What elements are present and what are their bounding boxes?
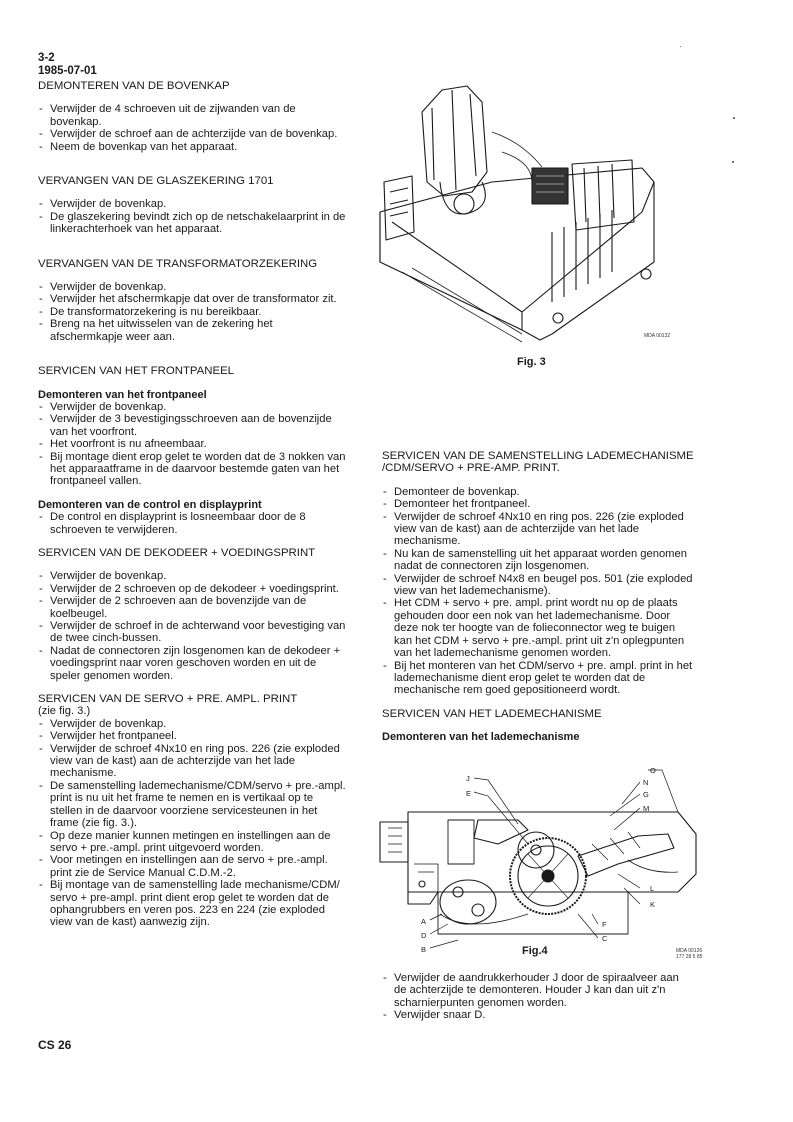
list-item: - Voor metingen en instellingen aan de servo + pre.-ampl. print zie de Service Manual C.D.M.-2. <box>38 854 348 879</box>
step-list <box>382 486 694 697</box>
list-item: - Verwijder de aandrukkerhouder J door de spiraalveer aan de achterzijde te demonteren. Houder J kan dan uit z'n scharnierpunten genomen worden. <box>382 972 694 1009</box>
list-item: - Neem de bovenkap van het apparaat. <box>38 141 348 153</box>
list-item: - Verwijder de bovenkap. <box>38 198 348 210</box>
list-item: - Breng na het uitwisselen van de zekering het afschermkapje weer aan. <box>38 318 348 343</box>
callout-label: N <box>643 778 649 787</box>
step-list <box>38 103 348 153</box>
callout-label: M <box>643 804 650 813</box>
section-heading: DEMONTEREN VAN DE BOVENKAP <box>38 80 230 92</box>
list-item: - Verwijder de schroef aan de achterzijde van de bovenkap. <box>38 128 348 140</box>
callout-label: C <box>602 934 608 943</box>
list-item: - Verwijder het frontpaneel. <box>38 730 348 742</box>
list-item: - Verwijder de bovenkap. <box>38 281 348 293</box>
list-item: - Op deze manier kunnen metingen en instellingen aan de servo + pre.-ampl. print uitgevoerd worden. <box>38 830 348 855</box>
section-heading: SERVICEN VAN DE SAMENSTELLING LADEMECHANISME /CDM/SERVO + PRE-AMP. PRINT. <box>382 450 694 475</box>
section-heading: SERVICEN VAN DE DEKODEER + VOEDINGSPRINT <box>38 546 316 559</box>
section-heading: VERVANGEN VAN DE GLASZEKERING 1701 <box>38 175 274 188</box>
callout-label: A <box>421 917 427 926</box>
figure-4-caption: Fig.4 <box>522 945 548 957</box>
list-item: - Verwijder de schroef 4Nx10 en ring pos. 226 (zie exploded view van de kast) aan de achterzijde van het lade mechanisme. <box>382 511 694 548</box>
step-list <box>38 718 348 929</box>
document-date: 1985-07-01 <box>38 65 97 77</box>
callout-label: B <box>421 945 427 954</box>
scan-speck <box>733 117 735 119</box>
list-item: - Verwijder de schroef in de achterwand voor bevestiging van de twee cinch-bussen. <box>38 620 348 645</box>
list-item: - Demonteer het frontpaneel. <box>382 498 694 510</box>
subsection-heading: Demonteren van het lademechanisme <box>382 731 580 744</box>
figure-4-instructions <box>382 972 694 1022</box>
callout-label: J <box>466 774 470 783</box>
list-item: - De control en displayprint is losneembaar door de 8 schroeven te verwijderen. <box>38 511 348 536</box>
list-item: - De samenstelling lademechanisme/CDM/servo + pre.-ampl. print is nu uit het frame te nemen en is vertikaal op te stellen in de daarvoor voorziene servicesteunen in het frame (zie fig. 3.). <box>38 780 348 830</box>
step-list <box>38 570 348 682</box>
list-item: - De transformatorzekering is nu bereikbaar. <box>38 306 348 318</box>
scan-speck <box>732 161 734 163</box>
section-heading: SERVICEN VAN DE SERVO + PRE. AMPL. PRINT <box>38 693 298 706</box>
subsection-heading: Demonteren van de control en displayprint <box>38 498 262 511</box>
callout-label: E <box>466 789 472 798</box>
list-item: - Verwijder de 2 schroeven aan de bovenzijde van de koelbeugel. <box>38 595 348 620</box>
figure-reference: (zie fig. 3.) <box>38 705 91 718</box>
figure-3-caption: Fig. 3 <box>517 356 546 368</box>
section-heading: SERVICEN VAN HET LADEMECHANISME <box>382 707 602 720</box>
list-item: - Verwijder de bovenkap. <box>38 570 348 582</box>
list-item: - Demonteer de bovenkap. <box>382 486 694 498</box>
list-item: - Verwijder de schroef N4x8 en beugel pos. 501 (zie exploded view van het lademechanisme). <box>382 573 694 598</box>
list-item: - Verwijder de 4 schroeven uit de zijwanden van de bovenkap. <box>38 103 348 128</box>
list-item: - Verwijder de bovenkap. <box>38 401 348 413</box>
section-heading: SERVICEN VAN HET FRONTPANEEL <box>38 365 235 378</box>
callout-label: O <box>650 766 656 775</box>
section-heading: VERVANGEN VAN DE TRANSFORMATORZEKERING <box>38 257 318 270</box>
list-item: - Het CDM + servo + pre. ampl. print wordt nu op de plaats gehouden door een nok van het lademechanisme. Door deze nok ter hoogte van de folieconnector weg te buigen kan het CDM + servo + pre.-ampl. print uit z'n oplegpunten van het lademechanisme genomen worden. <box>382 597 694 659</box>
right-column <box>382 450 694 744</box>
page-number: 3-2 <box>38 52 55 64</box>
step-list <box>38 198 348 235</box>
list-item: - Verwijder snaar D. <box>382 1009 694 1021</box>
scan-speck <box>680 46 681 47</box>
list-item: - Verwijder de schroef 4Nx10 en ring pos. 226 (zie exploded view van de kast) aan de achterzijde van het lade mechanisme. <box>38 743 348 780</box>
step-list <box>38 511 348 536</box>
list-item: - Verwijder het afschermkapje dat over de transformator zit. <box>38 293 348 305</box>
list-item: - Nu kan de samenstelling uit het apparaat worden genomen nadat de connectoren zijn losgenomen. <box>382 548 694 573</box>
figure-4-code: MDA 00126 177 28 5 85 <box>676 948 703 960</box>
figure-3-code: MDA 00132 <box>644 333 671 339</box>
list-item: - Verwijder de 2 schroeven op de dekodeer + voedingsprint. <box>38 583 348 595</box>
list-item: - Bij montage dient erop gelet te worden dat de 3 nokken van het apparaatframe in de daarvoor bestemde gaten van het frontpaneel vallen. <box>38 451 348 488</box>
callout-label: G <box>643 790 649 799</box>
callout-label: D <box>421 931 427 940</box>
list-item: - Bij het monteren van het CDM/servo + pre. ampl. print in het lademechanisme dient erop gelet te worden dat de mechanische rem goed gepositioneerd wordt. <box>382 660 694 697</box>
callout-label: L <box>650 884 655 893</box>
figure-3-illustration <box>372 72 662 357</box>
callout-label: K <box>650 900 656 909</box>
list-item: - Verwijder de bovenkap. <box>38 718 348 730</box>
figure-4-illustration <box>378 764 708 954</box>
footer-page-code: CS 26 <box>38 1038 72 1052</box>
step-list <box>38 401 348 488</box>
list-item: - Nadat de connectoren zijn losgenomen kan de dekodeer + voedingsprint naar voren geschoven worden en uit de speler genomen worden. <box>38 645 348 682</box>
list-item: - De glaszekering bevindt zich op de netschakelaarprint in de linkerachterhoek van het apparaat. <box>38 211 348 236</box>
left-column <box>38 80 348 929</box>
step-list <box>38 281 348 343</box>
list-item: - Bij montage van de samenstelling lade mechanisme/CDM/ servo + pre-ampl. print dient erop gelet te worden dat de ophangrubbers en veren pos. 223 en 224 (zie exploded view van de kast) aanwezig zijn. <box>38 879 348 929</box>
step-list <box>382 972 694 1022</box>
list-item: - Het voorfront is nu afneembaar. <box>38 438 348 450</box>
list-item: - Verwijder de 3 bevestigingsschroeven aan de bovenzijde van het voorfront. <box>38 413 348 438</box>
callout-label: F <box>602 920 607 929</box>
subsection-heading: Demonteren van het frontpaneel <box>38 388 207 401</box>
